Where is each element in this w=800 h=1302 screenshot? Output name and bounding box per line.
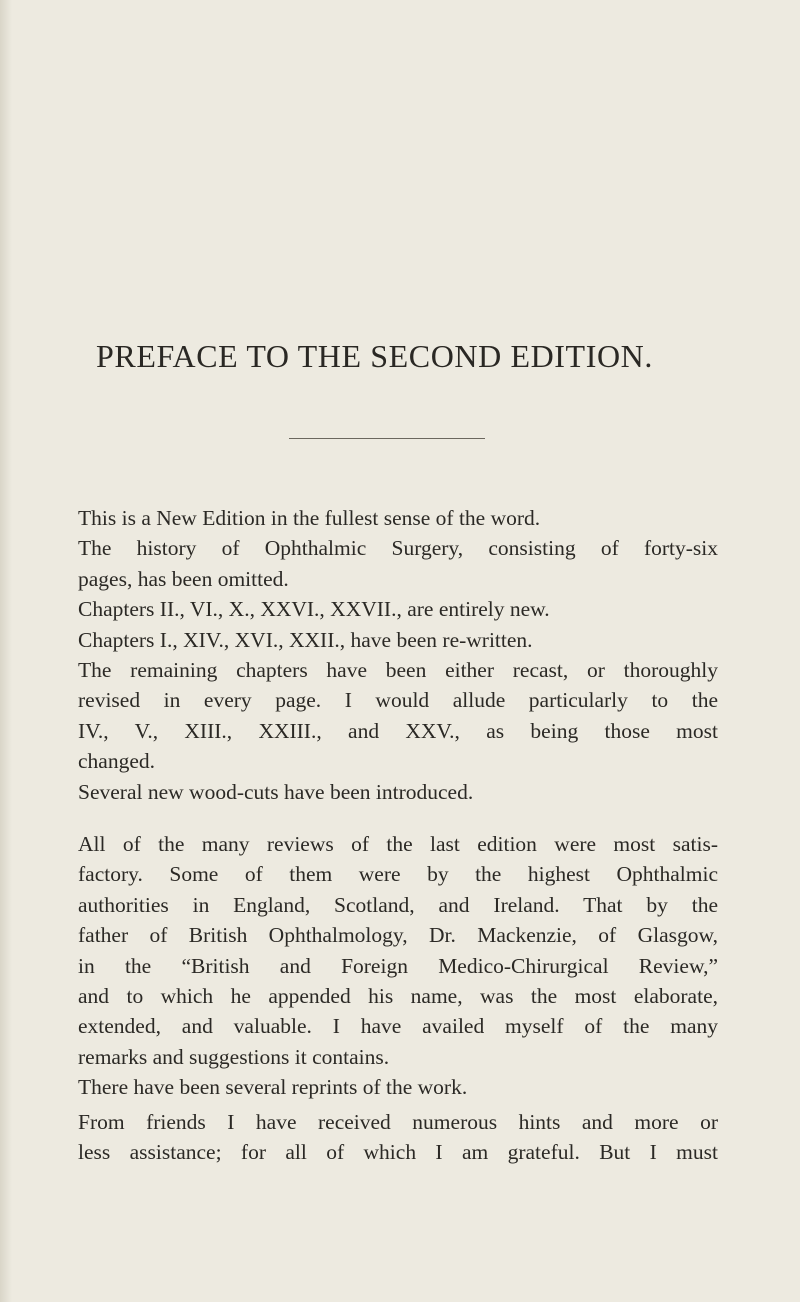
preface-paragraph-3 <box>78 1107 718 1168</box>
preface-paragraph-2 <box>78 829 718 1103</box>
text-line: factory. Some of them were by the highest Ophthalmic <box>78 862 718 887</box>
text-line: Chapters I., XIV., XVI., XXII., have been re-written. <box>78 627 533 652</box>
text-line: The history of Ophthalmic Surgery, consisting of forty-six <box>78 536 718 561</box>
text-line: revised in every page. I would allude particularly to the <box>78 688 718 713</box>
text-line: Chapters II., VI., X., XXVI., XXVII., are entirely new. <box>78 597 550 622</box>
text-line: in the “British and Foreign Medico-Chirurgical Review,” <box>78 953 718 978</box>
text-line: The remaining chapters have been either recast, or thoroughly <box>78 658 718 683</box>
text-line: changed. <box>78 749 156 774</box>
text-line: IV., V., XIII., XXIII., and XXV., as being those most <box>78 718 718 743</box>
text-line: less assistance; for all of which I am grateful. But I must <box>78 1140 718 1165</box>
text-line: From friends I have received numerous hints and more or <box>78 1110 718 1134</box>
text-line: All of the many reviews of the last edition were most satis- <box>78 832 718 856</box>
text-line: Several new wood-cuts have been introduced. <box>78 779 474 804</box>
page-title: PREFACE TO THE SECOND EDITION. <box>96 338 653 374</box>
page-edge-shadow <box>0 0 12 1302</box>
text-line: remarks and suggestions it contains. <box>78 1044 390 1069</box>
text-line: This is a New Edition in the fullest sense of the word. <box>78 506 541 530</box>
text-line: authorities in England, Scotland, and Ireland. That by the <box>78 892 718 917</box>
preface-paragraph-1 <box>78 503 718 807</box>
text-line: pages, has been omitted. <box>78 566 289 591</box>
text-line: There have been several reprints of the work. <box>78 1075 468 1100</box>
title-divider <box>289 438 485 439</box>
text-line: extended, and valuable. I have availed myself of the many <box>78 1014 718 1039</box>
text-line: father of British Ophthalmology, Dr. Mackenzie, of Glasgow, <box>78 923 718 948</box>
text-line: and to which he appended his name, was the most elaborate, <box>78 984 718 1009</box>
